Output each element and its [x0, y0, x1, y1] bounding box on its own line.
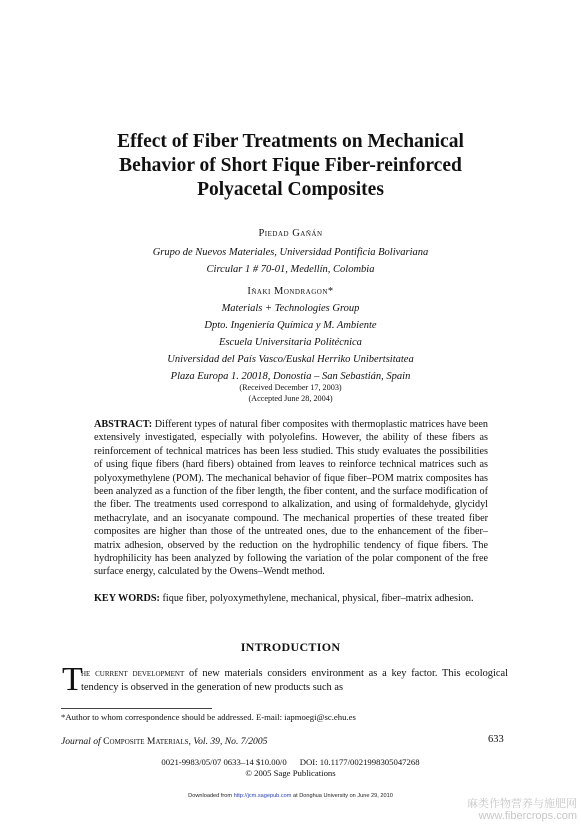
journal-citation: [61, 736, 267, 747]
keywords-text: fique fiber, polyoxymethylene, mechanical, physical, fiber–matrix adhesion.: [162, 593, 474, 604]
keywords-label: KEY WORDS:: [94, 593, 160, 604]
keywords: [94, 592, 488, 605]
abstract-label: ABSTRACT:: [94, 419, 153, 430]
download-suffix: at Donghua University on June 29, 2010: [292, 793, 393, 799]
download-prefix: Downloaded from: [188, 793, 233, 799]
paper-title: [0, 130, 581, 202]
author-1-name: Piedad Gañán: [258, 228, 323, 239]
author-2-name: Iñaki Mondragon*: [247, 286, 334, 297]
journal-name: Composite Materials,: [103, 736, 191, 747]
affiliation-line: Materials + Technologies Group: [221, 303, 360, 314]
footnote: *Author to whom correspondence should be addressed. E-mail: iapmoegi@sc.ehu.es: [61, 712, 356, 722]
copyright-line: © 2005 Sage Publications: [245, 768, 336, 778]
affiliation-line: Grupo de Nuevos Materiales, Universidad Pontificia Bolivariana: [152, 247, 429, 258]
intro-text: of new materials considers environment as a key factor. This ecological tendency is observed in the generation of new products such as: [81, 668, 508, 693]
watermark-line: www.fibercrops.com: [478, 810, 577, 822]
section-heading-introduction: INTRODUCTION: [240, 640, 341, 654]
received-date: (Received December 17, 2003): [239, 383, 342, 392]
introduction-paragraph: [81, 667, 508, 695]
drop-cap: T: [62, 661, 83, 698]
page-number: 633: [488, 734, 504, 745]
affiliation-line: Universidad del País Vasco/Euskal Herriko Unibertsitatea: [167, 354, 414, 365]
dates: [0, 382, 581, 404]
affiliation-line: Escuela Universitaria Politécnica: [219, 337, 362, 348]
footnote-rule: [61, 708, 212, 709]
affiliation-line: Dpto. Ingeniería Química y M. Ambiente: [204, 320, 377, 331]
watermark: [455, 798, 577, 822]
watermark-line: 麻类作物营养与施肥网: [467, 798, 577, 810]
download-link[interactable]: http://jcm.sagepub.com: [233, 793, 292, 799]
author-1-affiliation: [0, 244, 581, 278]
journal-volume: Vol. 39, No. 7/2005: [193, 736, 268, 747]
title-line: Behavior of Short Fique Fiber-reinforced: [119, 155, 462, 176]
affiliation-line: Circular 1 # 70-01, Medellín, Colombia: [206, 264, 375, 275]
abstract-text: Different types of natural fiber composites with thermoplastic matrices have been extensively investigated, especially with polyolefins. However, the ability of these fibers as reinforcement of technical matrices has been less studied. This study evaluates the possibilities of using fique fibers (hard fibers) obtained from leaves to reinforce technical matrices such as polyoxymethylene (POM). The mechanical behavior of fique fiber–POM matrix composites has been analyzed as a function of the fiber length, the fiber content, and the surface modification of the fiber. The treatments used correspond to alkalization, and using of formaldehyde, glycidyl methacrylate, and an isocyanate compound. The mechanical properties of these treated fiber composites are higher than those of the untreated ones, due to the enhancement of the fiber–matrix adhesion, observed by the reduction on the hydrophilic tendency of fique fibers. The hydrophilicity has been analyzed by following the variation of the polar component of the free surface energy, calculated by the Owens–Wendt method.: [94, 419, 488, 578]
accepted-date: (Accepted June 28, 2004): [248, 394, 333, 403]
intro-lead-smallcaps: he current development: [81, 668, 185, 679]
abstract: [94, 418, 488, 579]
publication-info: [0, 757, 581, 779]
doi-line: 0021-9983/05/07 0633–14 $10.00/0 DOI: 10.1177/0021998305047268: [161, 757, 420, 767]
journal-prefix: Journal of: [61, 736, 101, 747]
affiliation-line: Plaza Europa 1. 20018, Donostia – San Sebastián, Spain: [170, 371, 411, 382]
title-line: Polyacetal Composites: [197, 179, 384, 200]
author-2-affiliation: [0, 300, 581, 385]
title-line: Effect of Fiber Treatments on Mechanical: [117, 131, 464, 152]
